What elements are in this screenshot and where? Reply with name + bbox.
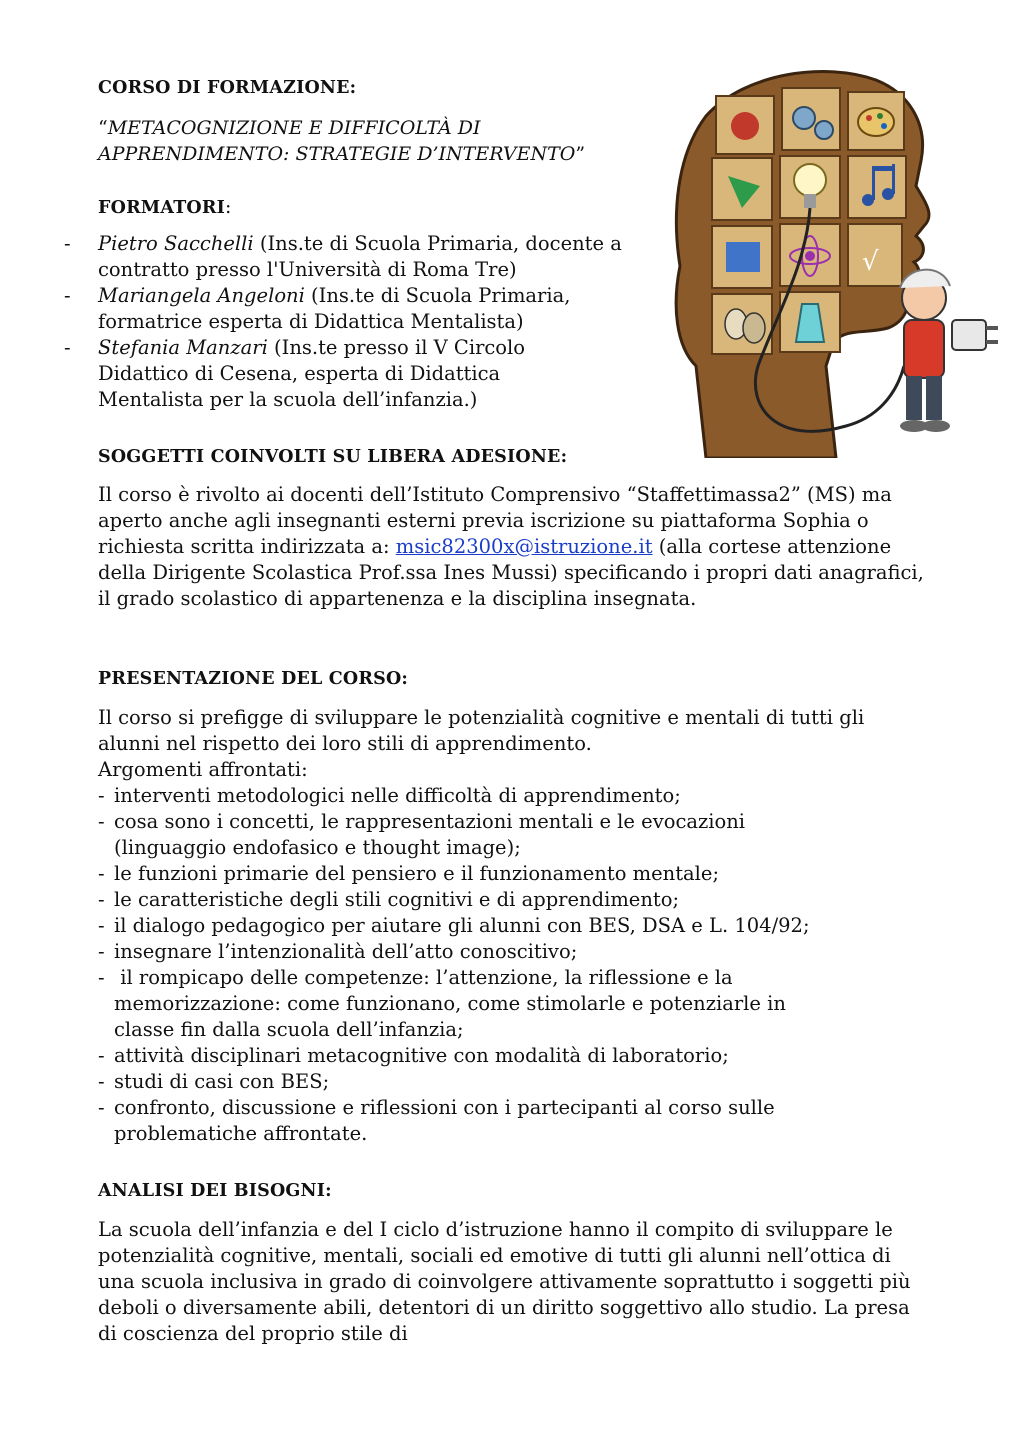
- trainer-name: Stefania Manzari: [98, 336, 268, 359]
- course-title: [98, 115, 638, 167]
- topic-text: insegnare l’intenzionalità dell’atto conoscitivo;: [114, 940, 578, 963]
- head-shelves-illustration: [666, 66, 1006, 458]
- course-title-close-quote: ”: [575, 143, 586, 165]
- topic-dash: -: [98, 1096, 105, 1119]
- lab-flask-icon: [796, 304, 824, 342]
- topic-item: [98, 1069, 928, 1095]
- theater-masks-icon: [725, 309, 765, 343]
- trainers-heading-colon: :: [225, 196, 232, 218]
- topic-text: interventi metodologici nelle difficoltà di apprendimento;: [114, 784, 681, 807]
- topic-dash: -: [98, 784, 105, 807]
- presentation-intro: Il corso si prefigge di sviluppare le potenzialità cognitive e mentali di tutti gli alunni nel rispetto dei loro stili di apprendimento.: [98, 706, 865, 755]
- topics-list: [98, 783, 928, 1147]
- trainers-list: [64, 231, 654, 413]
- course-title-open-quote: “: [98, 117, 108, 139]
- topic-text: attività disciplinari metacognitive con modalità di laboratorio;: [114, 1044, 729, 1067]
- trainer-item: [64, 231, 654, 283]
- topic-text: confronto, discussione e riflessioni con i partecipanti al corso sulle problematiche affrontate.: [114, 1096, 775, 1145]
- trainer-description: (Ins.te presso il V Circolo Didattico di Cesena, esperta di Didattica Mentalista per la scuola dell’infanzia.): [98, 336, 526, 411]
- topic-item: [98, 783, 928, 809]
- subjects-text-part-2: (alla cortese attenzione della Dirigente Scolastica Prof.ssa Ines Mussi) specificando i propri dati anagrafici, il grado scolastico di appartenenza e la disciplina insegnata.: [98, 535, 924, 610]
- presentation-heading: PRESENTAZIONE DEL CORSO:: [98, 669, 409, 689]
- topic-item: [98, 913, 928, 939]
- trainers-heading-text: FORMATORI: [98, 198, 226, 218]
- needs-heading: ANALISI DEI BISOGNI:: [98, 1181, 332, 1201]
- math-root-icon: √: [862, 247, 879, 277]
- trainer-name: Pietro Sacchelli: [98, 232, 254, 255]
- trainer-dash: -: [64, 284, 71, 307]
- trainers-heading: [98, 196, 231, 218]
- topic-item: [98, 809, 928, 861]
- topics-label: Argomenti affrontati:: [98, 758, 308, 781]
- topic-text: cosa sono i concetti, le rappresentazioni mentali e le evocazioni (linguaggio endofasico e thought image);: [114, 810, 746, 859]
- topic-text: le caratteristiche degli stili cognitivi e di apprendimento;: [114, 888, 680, 911]
- topic-dash: -: [98, 1070, 105, 1093]
- trainer-item: [64, 335, 654, 413]
- trainer-dash: -: [64, 232, 71, 255]
- trainer-description: (Ins.te di Scuola Primaria, docente a contratto presso l'Università di Roma Tre): [98, 232, 622, 281]
- topic-text: il dialogo pedagogico per aiutare gli alunni con BES, DSA e L. 104/92;: [114, 914, 810, 937]
- trainer-description: (Ins.te di Scuola Primaria, formatrice esperta di Didattica Mentalista): [98, 284, 571, 333]
- topic-dash: -: [98, 862, 105, 885]
- trainer-name: Mariangela Angeloni: [98, 284, 305, 307]
- topic-dash: -: [98, 966, 105, 989]
- course-heading: CORSO DI FORMAZIONE:: [98, 78, 357, 98]
- scientist-figure: [900, 270, 998, 432]
- needs-paragraph: La scuola dell’infanzia e del I ciclo d’istruzione hanno il compito di sviluppare le potenzialità cognitive, mentali, sociali ed emotive di tutti gli alunni nell’ottica di una scuola inclusiva in grado di coinvolgere attivamente soprattutto i soggetti più deboli o diversamente abili, detentori di un diritto soggettivo allo studio. La presa di coscienza del proprio stile di: [98, 1218, 911, 1345]
- trainer-dash: -: [64, 336, 71, 359]
- palette-icon: [858, 108, 894, 136]
- topic-item: [98, 1043, 928, 1069]
- subjects-text-part-1: Il corso è rivolto ai docenti dell’Istituto Comprensivo “Staffettimassa2” (MS) ma aperto anche agli insegnanti esterni previa iscrizione su piattaforma Sophia o richiesta scritta indirizzata a:: [98, 483, 892, 558]
- topic-dash: -: [98, 888, 105, 911]
- topic-dash: -: [98, 914, 105, 937]
- topic-item: [98, 887, 928, 913]
- topic-item: [98, 861, 928, 887]
- topic-item: [98, 1095, 928, 1147]
- plug-icon: [952, 320, 986, 350]
- red-symbol-icon: [731, 112, 759, 140]
- topic-dash: -: [98, 940, 105, 963]
- topic-dash: -: [98, 810, 105, 833]
- topic-text: studi di casi con BES;: [114, 1070, 330, 1093]
- subjects-heading: SOGGETTI COINVOLTI SU LIBERA ADESIONE:: [98, 447, 568, 467]
- course-title-text: METACOGNIZIONE E DIFFICOLTÀ DI APPRENDIMENTO: STRATEGIE D’INTERVENTO: [98, 117, 576, 165]
- topic-item: [98, 965, 928, 1043]
- trainer-item: [64, 283, 654, 335]
- topic-text: le funzioni primarie del pensiero e il funzionamento mentale;: [114, 862, 720, 885]
- subjects-paragraph: [98, 482, 928, 612]
- blue-book-icon: [726, 242, 760, 272]
- topic-text: il rompicapo delle competenze: l’attenzione, la riflessione e la memorizzazione: come funzionano, come stimolarle e potenziarle in classe fin dalla scuola dell’infanzia;: [114, 966, 793, 1041]
- contact-email-link[interactable]: msic82300x@istruzione.it: [395, 535, 653, 558]
- topic-item: [98, 939, 928, 965]
- topic-dash: -: [98, 1044, 105, 1067]
